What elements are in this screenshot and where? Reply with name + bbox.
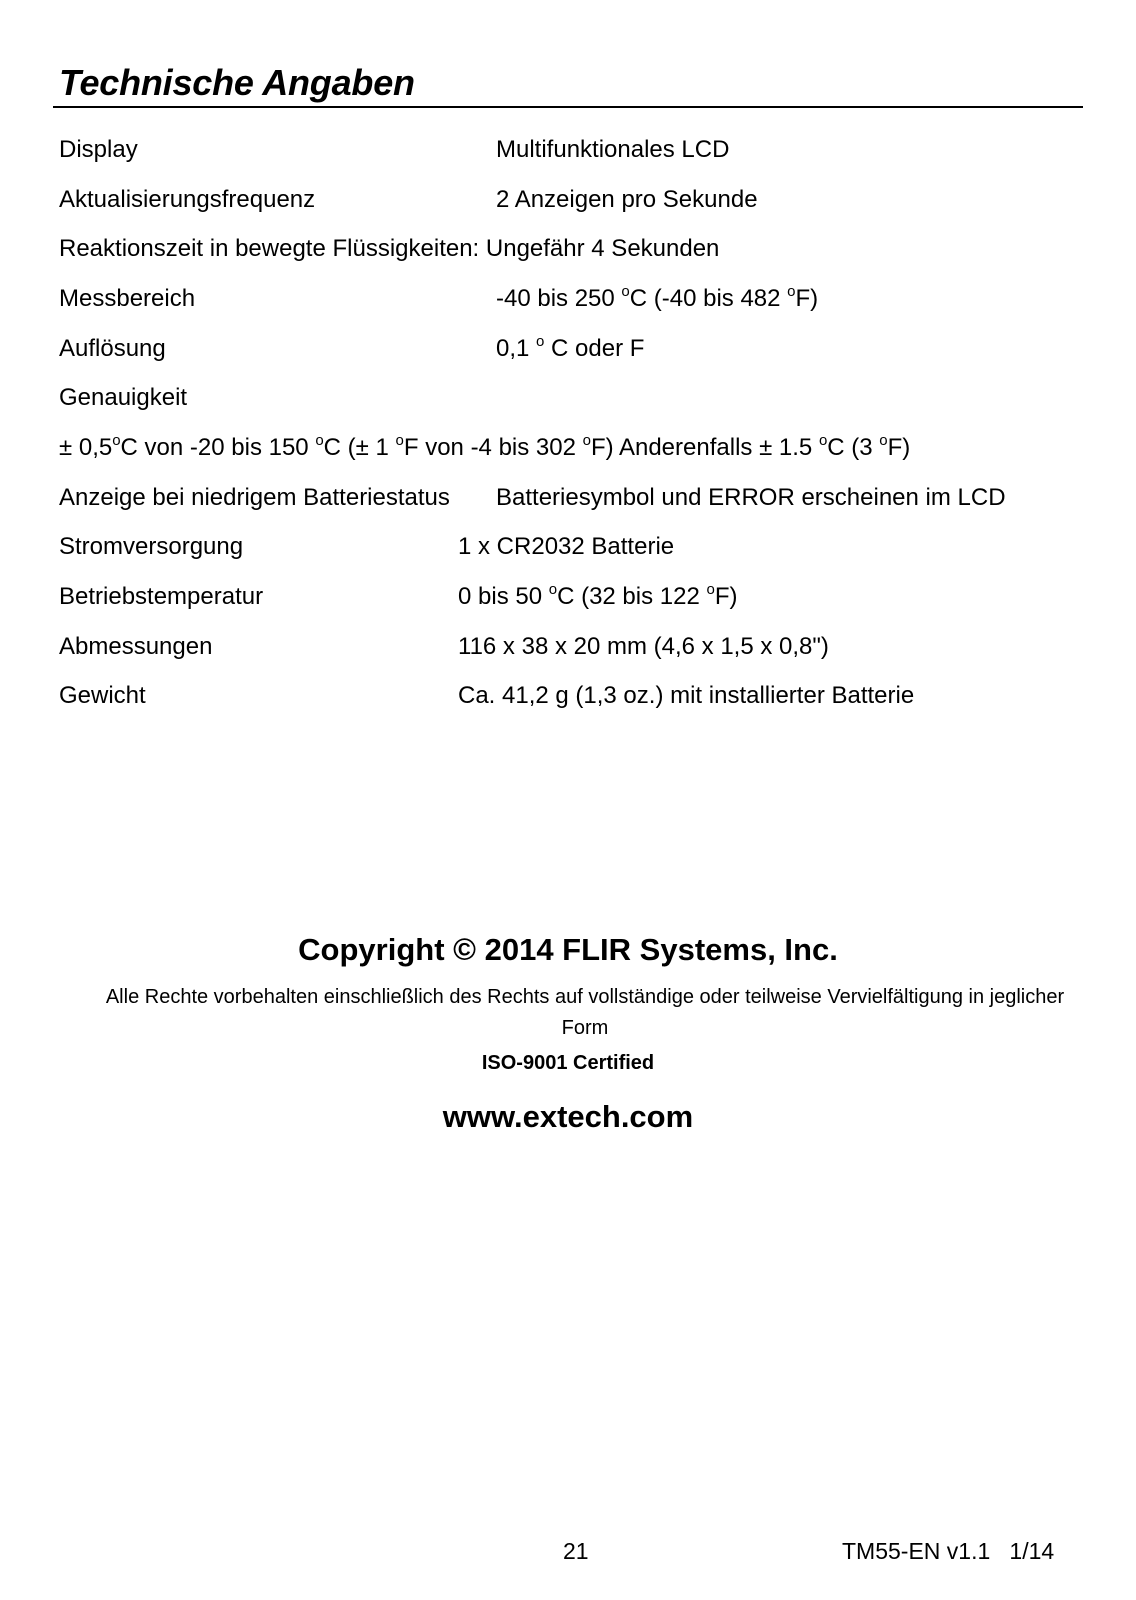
spec-row-accuracy-value — [59, 432, 910, 464]
degree-mark: o — [787, 283, 796, 300]
copyright-notice: Copyright © 2014 FLIR Systems, Inc. — [298, 932, 838, 967]
value-text: 0,1 — [496, 335, 537, 362]
spec-value: Ca. 41,2 g (1,3 oz.) mit installierter Batterie — [458, 682, 915, 709]
degree-mark: o — [112, 432, 121, 449]
degree-mark: o — [548, 581, 558, 598]
value-text: C (-40 bis 482 — [629, 285, 788, 312]
degree-mark: o — [395, 432, 404, 449]
title-rule — [53, 106, 1083, 108]
spec-label: Aktualisierungsfrequenz — [59, 186, 316, 213]
value-text: F) — [887, 434, 911, 461]
website-url: www.extech.com — [442, 1099, 694, 1134]
spec-value — [496, 283, 818, 315]
spec-label: Abmessungen — [59, 633, 213, 660]
value-text: F) Anderenfalls ± 1.5 — [590, 434, 819, 461]
degree-mark: o — [706, 581, 715, 598]
value-text: -40 bis 250 — [496, 285, 622, 312]
spec-label: Display — [59, 136, 138, 163]
degree-mark: o — [818, 432, 828, 449]
value-text: ± 0,5 — [59, 434, 113, 461]
spec-value: Batteriesymbol und ERROR erscheinen im LCD — [496, 484, 1006, 511]
value-text: C oder F — [544, 335, 645, 362]
value-text: C von -20 bis 150 — [120, 434, 316, 461]
value-text: C (32 bis 122 — [557, 583, 707, 610]
page-number: 21 — [563, 1538, 589, 1564]
spec-value — [458, 581, 738, 613]
spec-value: Multifunktionales LCD — [496, 136, 730, 163]
spec-label: Anzeige bei niedrigem Batteriestatus — [59, 484, 450, 511]
spec-label: Auflösung — [59, 335, 166, 362]
spec-value: 1 x CR2032 Batterie — [458, 533, 675, 560]
spec-label: Betriebstemperatur — [59, 583, 264, 610]
rights-notice: Alle Rechte vorbehalten einschließlich des Rechts auf vollständige oder teilweise Vervielfältigung in jeglicher Form — [105, 986, 1065, 1039]
document-reference: TM55-EN v1.1 1/14 — [842, 1538, 1055, 1564]
spec-row-response-time: Reaktionszeit in bewegte Flüssigkeiten: Ungefähr 4 Sekunden — [59, 235, 720, 262]
value-text: F von -4 bis 302 — [403, 434, 583, 461]
value-text: F) — [795, 285, 819, 312]
value-text: C (3 — [827, 434, 880, 461]
value-text: F) — [714, 583, 738, 610]
degree-mark: o — [879, 432, 888, 449]
degree-mark: o — [621, 283, 630, 300]
degree-mark: o — [315, 432, 324, 449]
spec-label: Gewicht — [59, 682, 146, 709]
value-text: C (± 1 — [323, 434, 396, 461]
degree-mark: o — [536, 333, 545, 350]
spec-label: Genauigkeit — [59, 384, 188, 411]
degree-mark: o — [582, 432, 591, 449]
value-text: 0 bis 50 — [458, 583, 549, 610]
spec-value — [496, 333, 644, 365]
page-title: Technische Angaben — [59, 62, 415, 103]
spec-label: Stromversorgung — [59, 533, 244, 560]
spec-value: 116 x 38 x 20 mm (4,6 x 1,5 x 0,8") — [458, 633, 829, 660]
iso-certification: ISO-9001 Certified — [481, 1052, 655, 1074]
spec-value: 2 Anzeigen pro Sekunde — [496, 186, 758, 213]
spec-label: Messbereich — [59, 285, 196, 312]
